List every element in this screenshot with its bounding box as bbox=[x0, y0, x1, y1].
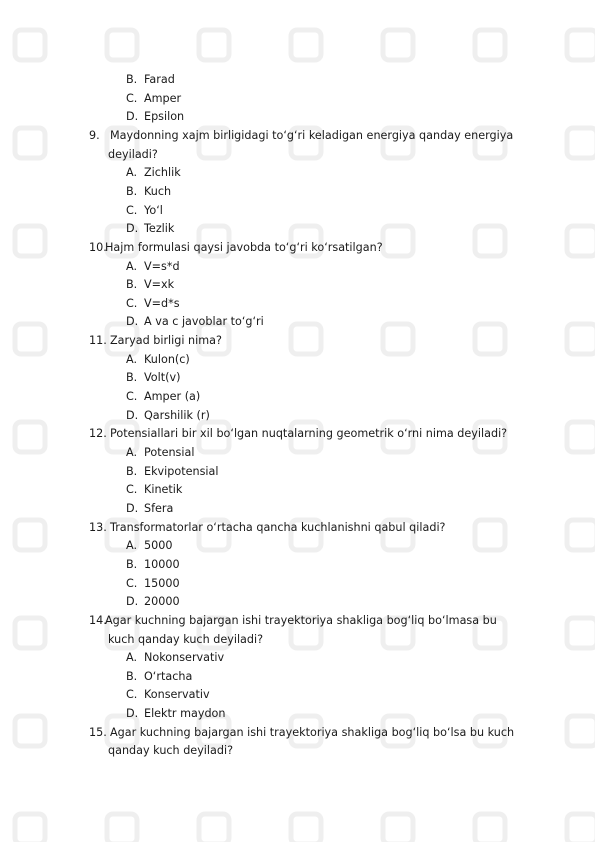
option-text: Kinetik bbox=[144, 483, 183, 497]
option-text: V=s*d bbox=[144, 259, 180, 273]
question-number: 11. bbox=[89, 334, 107, 348]
option-letter: B. bbox=[126, 73, 138, 86]
option-text: Konservativ bbox=[144, 688, 210, 702]
question-text: Hajm formulasi qaysi javobda to‘g‘ri ko‘rsatilgan? bbox=[105, 240, 383, 254]
option-text: 5000 bbox=[144, 539, 173, 553]
option-text: Tezlik bbox=[144, 222, 175, 236]
option-text: Qarshilik (r) bbox=[144, 408, 210, 422]
question-number: 14. bbox=[89, 613, 107, 627]
question-number: 13. bbox=[89, 520, 107, 534]
option-letter: C. bbox=[126, 203, 138, 217]
question-text: Potensiallari bir xil bo‘lgan nuqtalarning geometrik o‘rni nima deyiladi? bbox=[110, 427, 508, 441]
option-letter: B. bbox=[126, 371, 138, 385]
option-letter: D. bbox=[126, 408, 139, 422]
question-text: Maydonning xajm birligidagi to‘g‘ri keladigan energiya qanday energiya bbox=[110, 128, 514, 142]
option-letter: B. bbox=[126, 464, 138, 478]
option-letter: A. bbox=[126, 651, 138, 665]
option-text: Zichlik bbox=[144, 166, 181, 180]
question-text: kuch qanday kuch deyiladi? bbox=[108, 632, 264, 646]
option-letter: A. bbox=[126, 539, 138, 553]
question-text: Agar kuchning bajargan ishi trayektoriya shakliga bog‘liq bo‘lsa bu kuch bbox=[110, 725, 515, 739]
option-text: Yo‘l bbox=[144, 203, 163, 217]
option-text: Potensial bbox=[144, 446, 195, 459]
question-text: Agar kuchning bajargan ishi trayektoriya shakliga bog‘liq bo‘lmasa bu bbox=[105, 613, 497, 627]
option-text: V=d*s bbox=[144, 296, 180, 310]
option-text: Kuch bbox=[144, 184, 172, 198]
option-letter: C. bbox=[126, 483, 138, 497]
question-number: 10. bbox=[89, 240, 107, 254]
option-text: Amper (a) bbox=[144, 390, 201, 404]
question-text: Transformatorlar o‘rtacha qancha kuchlanishni qabul qiladi? bbox=[110, 520, 446, 534]
option-letter: B. bbox=[126, 557, 138, 571]
option-letter: D. bbox=[126, 707, 139, 721]
option-letter: A. bbox=[126, 166, 138, 180]
option-letter: D. bbox=[126, 595, 139, 609]
option-letter: B. bbox=[126, 669, 138, 683]
option-text: Sfera bbox=[144, 501, 174, 515]
option-letter: A. bbox=[126, 352, 138, 366]
option-text: V=xk bbox=[144, 278, 175, 292]
option-letter: C. bbox=[126, 296, 138, 310]
option-letter: D. bbox=[126, 315, 139, 329]
option-text: Epsilon bbox=[144, 110, 185, 124]
option-text: 10000 bbox=[144, 557, 180, 571]
option-letter: D. bbox=[126, 222, 139, 236]
option-text: Ekvipotensial bbox=[144, 464, 219, 478]
question-text: qanday kuch deyiladi? bbox=[108, 744, 234, 758]
question-number: 15. bbox=[89, 725, 107, 739]
option-text: Farad bbox=[144, 73, 175, 86]
question-number: 9. bbox=[89, 128, 100, 142]
option-text: A va c javoblar to‘g‘ri bbox=[144, 315, 264, 329]
option-text: Volt(v) bbox=[144, 371, 181, 385]
option-text: Nokonservativ bbox=[144, 651, 225, 665]
option-letter: A. bbox=[126, 259, 138, 273]
option-letter: C. bbox=[126, 688, 138, 702]
question-text: deyiladi? bbox=[108, 147, 158, 161]
option-letter: B. bbox=[126, 184, 138, 198]
option-letter: B. bbox=[126, 278, 138, 292]
option-text: Elektr maydon bbox=[144, 707, 226, 721]
option-letter: C. bbox=[126, 576, 138, 590]
question-number: 12. bbox=[89, 427, 107, 441]
option-letter: A. bbox=[126, 446, 138, 459]
option-text: Kulon(c) bbox=[144, 352, 190, 366]
option-text: Amper bbox=[144, 91, 182, 105]
option-letter: C. bbox=[126, 91, 138, 105]
option-letter: D. bbox=[126, 110, 139, 124]
option-text: O‘rtacha bbox=[144, 669, 193, 683]
question-text: Zaryad birligi nima? bbox=[110, 334, 222, 348]
option-text: 15000 bbox=[144, 576, 180, 590]
option-text: 20000 bbox=[144, 595, 180, 609]
option-letter: C. bbox=[126, 390, 138, 404]
option-letter: D. bbox=[126, 501, 139, 515]
